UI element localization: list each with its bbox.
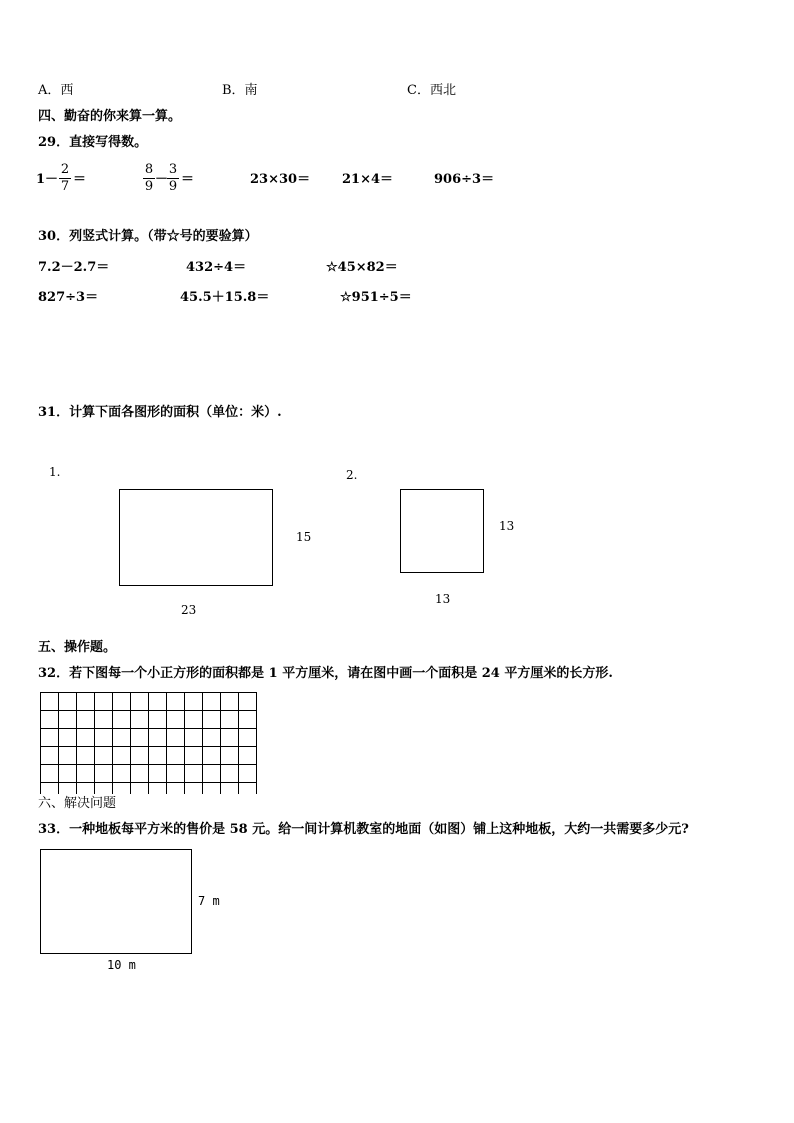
grid-cell[interactable] — [41, 747, 59, 765]
q29-e1-suffix: ＝ — [73, 172, 87, 187]
section4-title: 四、勤奋的你来算一算。 — [38, 109, 182, 124]
grid-cell[interactable] — [59, 747, 77, 765]
fraction-numerator: 3 — [168, 162, 178, 177]
q31-figure-2-height: 13 — [499, 519, 515, 533]
grid-cell[interactable] — [185, 783, 203, 795]
grid-cell[interactable] — [149, 711, 167, 729]
grid-cell[interactable] — [95, 729, 113, 747]
q30-title: 30．列竖式计算。（带☆号的要验算） — [38, 229, 258, 244]
grid-cell[interactable] — [239, 693, 257, 711]
q31-figure-1-rectangle — [119, 489, 273, 586]
q29-e2-operator: － — [155, 172, 169, 187]
grid-cell[interactable] — [185, 729, 203, 747]
grid-cell[interactable] — [203, 783, 221, 795]
grid-cell[interactable] — [203, 729, 221, 747]
q30-item-3: ☆45×82＝ — [326, 260, 398, 275]
q32-square-grid[interactable] — [40, 692, 260, 794]
grid-cell[interactable] — [185, 765, 203, 783]
q29-e2-suffix: ＝ — [181, 172, 195, 187]
grid-cell[interactable] — [113, 765, 131, 783]
grid-cell[interactable] — [239, 783, 257, 795]
grid-cell[interactable] — [203, 711, 221, 729]
q29-e2-fraction-2 — [167, 163, 179, 194]
q31-figure-2-label: 2. — [346, 468, 358, 482]
fraction-denominator: 9 — [168, 179, 178, 194]
grid-cell[interactable] — [131, 711, 149, 729]
q33-width-label: 10 m — [107, 958, 136, 972]
q29-expression-3: 23×30＝ — [250, 172, 311, 187]
grid-cell[interactable] — [239, 729, 257, 747]
q29-e2-fraction-1 — [143, 163, 155, 194]
grid-cell[interactable] — [203, 693, 221, 711]
grid-cell[interactable] — [167, 711, 185, 729]
grid-cell[interactable] — [113, 729, 131, 747]
grid-cell[interactable] — [131, 765, 149, 783]
q31-figure-2-width: 13 — [435, 592, 451, 606]
grid-cell[interactable] — [239, 711, 257, 729]
grid-cell[interactable] — [167, 747, 185, 765]
section5-title: 五、操作题。 — [38, 640, 117, 655]
grid-cell[interactable] — [239, 765, 257, 783]
grid-cell[interactable] — [77, 729, 95, 747]
q30-item-5: 45.5＋15.8＝ — [180, 290, 270, 305]
grid-cell[interactable] — [185, 693, 203, 711]
q29-expression-4: 21×4＝ — [342, 172, 394, 187]
grid-cell[interactable] — [59, 765, 77, 783]
grid-cell[interactable] — [203, 747, 221, 765]
q29-title: 29．直接写得数。 — [38, 135, 148, 150]
grid-cell[interactable] — [131, 693, 149, 711]
q31-figure-1-width: 23 — [181, 603, 197, 617]
grid-cell[interactable] — [149, 765, 167, 783]
grid-cell[interactable] — [41, 765, 59, 783]
grid-cell[interactable] — [167, 783, 185, 795]
grid-cell[interactable] — [167, 693, 185, 711]
q30-item-4: 827÷3＝ — [38, 290, 99, 305]
grid-cell[interactable] — [77, 747, 95, 765]
grid-cell[interactable] — [95, 783, 113, 795]
grid-cell[interactable] — [77, 693, 95, 711]
choice-a: A．西 — [38, 83, 74, 98]
q31-figure-1-label: 1. — [49, 465, 61, 479]
grid-cell[interactable] — [41, 711, 59, 729]
q29-e1-fraction — [59, 163, 71, 194]
q29-e1-prefix: 1－ — [36, 172, 59, 187]
grid-cell[interactable] — [221, 693, 239, 711]
fraction-denominator: 7 — [60, 179, 70, 194]
grid-cell[interactable] — [95, 765, 113, 783]
grid-cell[interactable] — [149, 729, 167, 747]
grid-cell[interactable] — [185, 711, 203, 729]
grid-cell[interactable] — [131, 783, 149, 795]
grid-cell[interactable] — [41, 729, 59, 747]
grid-cell[interactable] — [149, 747, 167, 765]
grid-cell[interactable] — [113, 783, 131, 795]
choice-b: B．南 — [222, 83, 258, 98]
grid-cell[interactable] — [59, 711, 77, 729]
grid-cell[interactable] — [77, 711, 95, 729]
grid-cell[interactable] — [77, 783, 95, 795]
grid-cell[interactable] — [221, 711, 239, 729]
grid-cell[interactable] — [221, 729, 239, 747]
q29-expression-5: 906÷3＝ — [434, 172, 495, 187]
grid-cell[interactable] — [59, 693, 77, 711]
grid-cell[interactable] — [59, 783, 77, 795]
q33-height-label: 7 m — [198, 894, 220, 908]
grid-cell[interactable] — [239, 747, 257, 765]
grid-cell[interactable] — [149, 693, 167, 711]
grid-cell[interactable] — [41, 693, 59, 711]
q31-title: 31．计算下面各图形的面积（单位：米）. — [38, 405, 282, 420]
grid-cell[interactable] — [95, 711, 113, 729]
grid-cell[interactable] — [77, 765, 95, 783]
q33-classroom-floor-rectangle — [40, 849, 192, 954]
grid-cell[interactable] — [221, 747, 239, 765]
fraction-numerator: 2 — [60, 162, 70, 177]
fraction-numerator: 8 — [144, 162, 154, 177]
q33-title: 33．一种地板每平方米的售价是 58 元。给一间计算机教室的地面（如图）铺上这种地板，大约一共需要多少元? — [38, 822, 689, 837]
grid-cell[interactable] — [95, 747, 113, 765]
grid-cell[interactable] — [221, 765, 239, 783]
section6-title: 六、解决问题 — [38, 796, 117, 811]
q30-item-6: ☆951÷5＝ — [340, 290, 412, 305]
grid-cell[interactable] — [149, 783, 167, 795]
grid-cell[interactable] — [185, 747, 203, 765]
q32-title: 32．若下图每一个小正方形的面积都是 1 平方厘米，请在图中画一个面积是 24 平方厘米的长方形. — [38, 666, 613, 681]
grid-cell[interactable] — [203, 765, 221, 783]
grid-cell[interactable] — [131, 747, 149, 765]
grid-cell[interactable] — [95, 693, 113, 711]
grid-cell[interactable] — [221, 783, 239, 795]
grid-cell[interactable] — [41, 783, 59, 795]
grid-cell[interactable] — [113, 747, 131, 765]
q30-item-2: 432÷4＝ — [186, 260, 247, 275]
grid-cell[interactable] — [131, 729, 149, 747]
q30-item-1: 7.2－2.7＝ — [38, 260, 110, 275]
grid-cell[interactable] — [113, 711, 131, 729]
q31-figure-2-square — [400, 489, 484, 573]
grid-cell[interactable] — [167, 765, 185, 783]
choice-c: C．西北 — [407, 83, 456, 98]
grid-cell[interactable] — [113, 693, 131, 711]
grid-cell[interactable] — [59, 729, 77, 747]
grid-cell[interactable] — [167, 729, 185, 747]
q31-figure-1-height: 15 — [296, 530, 312, 544]
fraction-denominator: 9 — [144, 179, 154, 194]
